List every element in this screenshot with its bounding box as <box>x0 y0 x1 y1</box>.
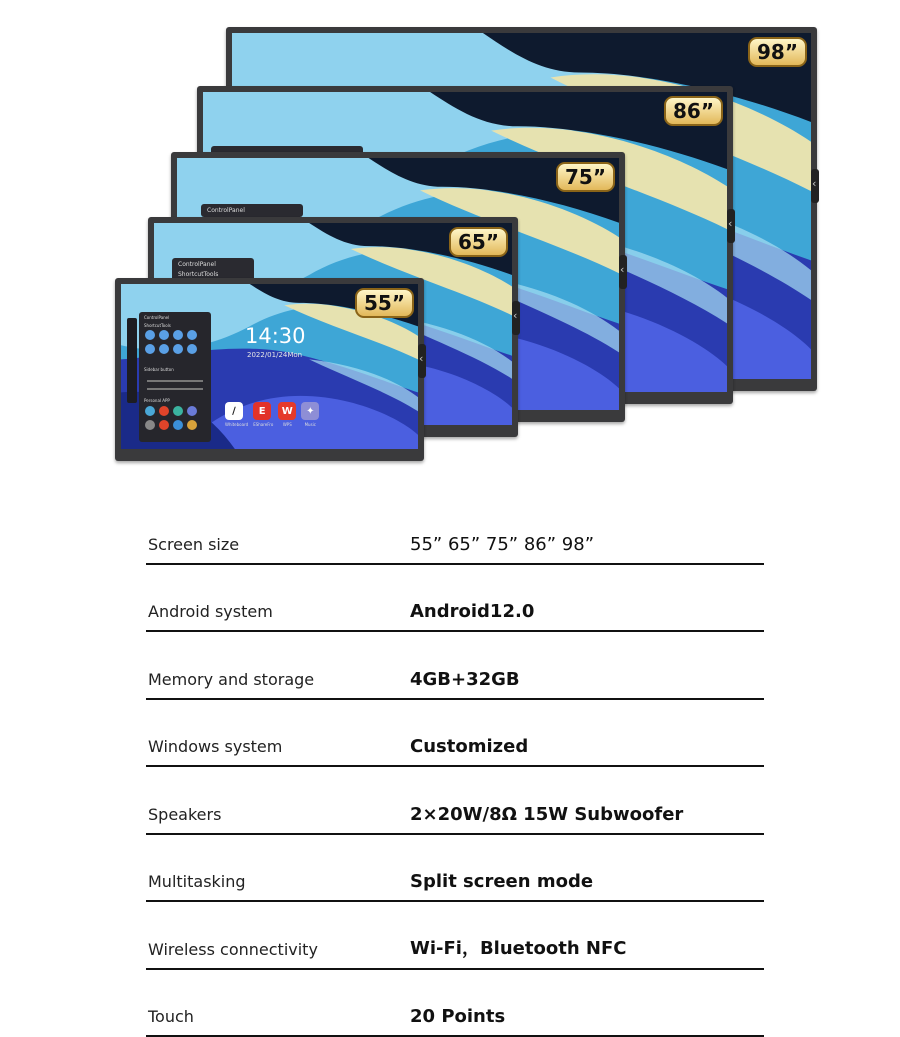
app-row <box>225 402 319 427</box>
spec-value: Customized <box>410 736 528 757</box>
sidebar-button-label: Sidebar button <box>144 367 174 372</box>
side-dock <box>127 318 137 403</box>
size-badge-55: 55” <box>355 288 414 318</box>
spec-row <box>146 497 764 565</box>
eshare-icon: E <box>253 402 271 420</box>
side-handle-icon <box>619 255 627 289</box>
spec-row <box>146 632 764 700</box>
size-badge-75: 75” <box>556 162 615 192</box>
brightness-slider <box>147 380 203 382</box>
eshare-app[interactable]: E EShareFro <box>253 402 273 427</box>
spec-table <box>146 497 764 1037</box>
spec-row <box>146 767 764 835</box>
spec-label: Multitasking <box>148 872 246 891</box>
spec-row <box>146 835 764 903</box>
spec-label: Android system <box>148 602 273 621</box>
side-handle-icon <box>418 344 426 378</box>
control-panel-title: ControlPanel <box>178 261 248 268</box>
spec-label: Screen size <box>148 535 239 554</box>
size-badge-65: 65” <box>449 227 508 257</box>
clock: 14:30 <box>245 324 306 348</box>
shortcut-tools-title: ShortcutTools <box>178 271 248 278</box>
whiteboard-icon: ∕ <box>225 402 243 420</box>
volume-slider <box>147 388 203 390</box>
side-handle-icon <box>811 169 819 203</box>
spec-label: Speakers <box>148 805 221 824</box>
control-panel-card: ControlPanel <box>201 204 303 217</box>
spec-row <box>146 565 764 633</box>
spec-value: Split screen mode <box>410 871 593 892</box>
spec-label: Touch <box>148 1007 194 1026</box>
spec-value: 55” 65” 75” 86” 98” <box>410 534 594 555</box>
shortcut-tools-title: ShortcutTools <box>144 323 171 328</box>
spec-value: 20 Points <box>410 1006 505 1027</box>
size-badge-98: 98” <box>748 37 807 67</box>
size-badge-86: 86” <box>664 96 723 126</box>
shortcut-grid <box>145 330 197 354</box>
personal-app-label: Personal APP <box>144 398 170 403</box>
control-panel-title: ControlPanel <box>144 315 169 320</box>
spec-label: Windows system <box>148 737 282 756</box>
spec-label: Memory and storage <box>148 670 314 689</box>
spec-value: 4GB+32GB <box>410 669 520 690</box>
display-55-inch <box>115 278 424 461</box>
spec-value: Android12.0 <box>410 601 534 622</box>
spec-row <box>146 700 764 768</box>
side-handle-icon <box>512 301 520 335</box>
spec-label: Wireless connectivity <box>148 940 318 959</box>
spec-row <box>146 970 764 1037</box>
wps-icon: W <box>278 402 296 420</box>
music-app[interactable]: ✦ Music <box>301 402 319 427</box>
spec-row <box>146 902 764 970</box>
personal-app-grid <box>145 406 197 430</box>
wps-app[interactable]: W WPS <box>278 402 296 427</box>
date: 2022/01/24Mon <box>247 351 302 359</box>
music-icon: ✦ <box>301 402 319 420</box>
spec-value: 2×20W/8Ω 15W Subwoofer <box>410 804 683 825</box>
display-size-illustration <box>0 0 900 480</box>
spec-value: Wi-Fi，Bluetooth NFC <box>410 934 626 960</box>
control-panel-sidebar <box>139 312 211 442</box>
whiteboard-app[interactable]: ∕ Whiteboard <box>225 402 248 427</box>
side-handle-icon <box>727 209 735 243</box>
